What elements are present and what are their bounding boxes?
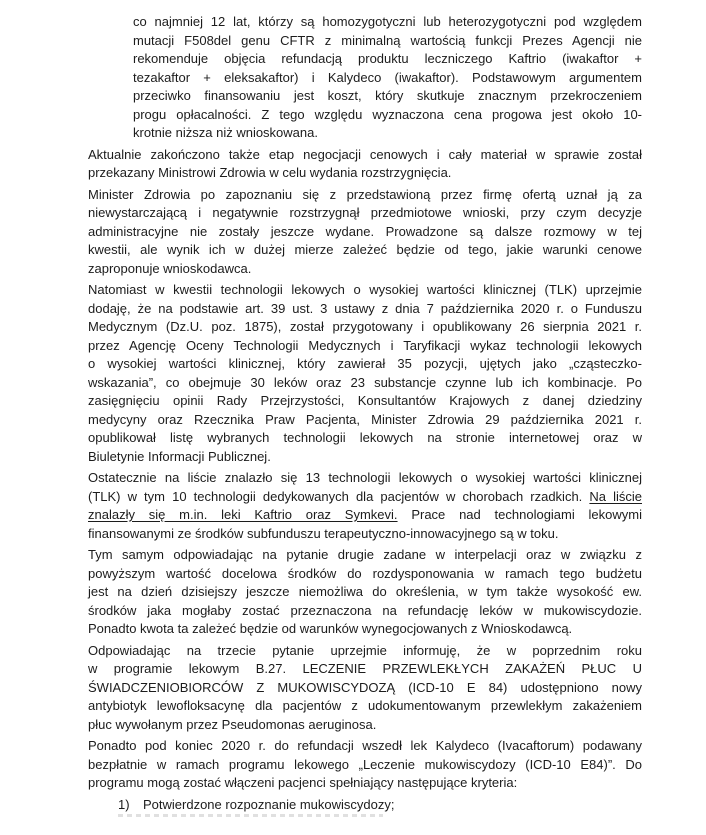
- text-line: antybiotyk lewofloksacynę dla pacjentów z udokumentowanym przewlekłym zakażeniem: [88, 698, 642, 713]
- text-line: środków jaka mogłaby zostać przeznaczona na refundację leków w mukowiscydozie.: [88, 602, 642, 618]
- paragraph: [88, 737, 642, 793]
- text-line: Odpowiadając na trzecie pytanie uprzejmie informuję, że w poprzednim roku: [88, 642, 642, 658]
- text-line: bezpłatnie w ramach programu lekowego „Leczenie mukowiscydozy (ICD-10 E84)”. Do: [88, 756, 642, 772]
- text-line: medycyny oraz Rzecznika Praw Pacjenta, Minister Zdrowia 29 października 2021 r.: [88, 411, 642, 427]
- text-line: płuc wywołanym przez Pseudomonas aeruginosa.: [88, 716, 377, 732]
- text-line: ŚWIADCZENIOBIORCÓW Z MUKOWISCYDOZĄ (ICD-10 E 84) udostępniono nowy: [88, 679, 642, 695]
- paragraph: [88, 146, 642, 183]
- paragraph: [88, 186, 642, 279]
- list-item-text: Potwierdzone rozpoznanie mukowiscydozy;: [143, 796, 395, 812]
- text-line: jest na dzień dzisiejszy jeszcze niemożliwa do określenia, w tym także wysokość ew.: [88, 584, 642, 599]
- text-line: progu opłacalności. Z tego względu wyznaczona cena progowa jest około 10-: [133, 106, 642, 122]
- underlined-text: znalazły się m.in. leki Kaftrio oraz Symkevi.: [88, 507, 398, 522]
- paragraph: [88, 13, 642, 143]
- text-line: Natomiast w kwestii technologii lekowych o wysokiej wartości klinicznej (TLK) uprzejmie: [88, 282, 642, 297]
- text-line: krotnie niższa niż wnioskowana.: [133, 125, 318, 140]
- text-line: kwestii, ale wynik ich w dużej mierze zależeć będzie od tego, jakie warunki cenowe: [88, 242, 642, 257]
- text-line: przekazany Ministrowi Zdrowia w celu wydania rozstrzygnięcia.: [88, 165, 452, 180]
- text-line: [88, 506, 642, 525]
- text-line: Medycznym (Dz.U. poz. 1875), został przygotowany i opublikowany 26 sierpnia 2021 r.: [88, 319, 642, 334]
- text-line: programu mogą zostać włączeni pacjenci spełniający następujące kryteria:: [88, 775, 518, 790]
- text-line: dodaję, że na podstawie art. 39 ust. 3 ustawy z dnia 7 października 2020 r. o Funduszu: [88, 300, 642, 316]
- text-line: tezakaftor + eleksakaftor) i Kalydeco (iwakaftor). Podstawowym argumentem: [133, 69, 642, 85]
- document-body: [88, 13, 642, 814]
- text-line: Aktualnie zakończono także etap negocjacji cenowych i cały materiał w sprawie został: [88, 146, 642, 162]
- text-line: Ponadto kwota ta zależeć będzie od warunków wynegocjowanych z Wnioskodawcą.: [88, 621, 573, 636]
- text-line: [88, 488, 642, 507]
- text-line: rekomenduje objęcia refundacją produktu leczniczego Kaftrio (iwakaftor +: [133, 51, 642, 66]
- plain-text: Prace nad technologiami lekowymi: [411, 507, 642, 522]
- paragraph: [88, 469, 642, 543]
- text-line: wskazania”, co obejmuje 30 leków oraz 23 substancje czynne lub ich kombinacje. Po: [88, 374, 642, 390]
- text-line: administracyjne nie zostały jeszcze wydane. Prowadzone są dalsze rozmowy w tej: [88, 223, 642, 239]
- text-line: przeciwko finansowaniu jest koszt, który skutkuje znacznym przekroczeniem: [133, 88, 642, 103]
- text-line: Ostatecznie na liście znalazło się 13 technologii lekowych o wysokiej wartości klinicznej: [88, 470, 642, 485]
- plain-text: (TLK) w tym 10 technologii dedykowanych dla pacjentów w chorobach rzadkich.: [88, 488, 583, 504]
- text-line: powyższym wartość docelowa środków do rozdysponowania w ramach tego budżetu: [88, 565, 642, 581]
- underlined-text: Na liście: [589, 488, 642, 504]
- list-item: [88, 796, 642, 815]
- text-line: mutacji F508del genu CFTR z minimalną wartością funkcji Prezes Agencji nie: [133, 32, 642, 48]
- text-line: Tym samym odpowiadając na pytanie drugie zadane w interpelacji oraz w związku z: [88, 547, 642, 562]
- text-line: finansowanymi ze środków subfunduszu terapeutyczno-innowacyjnego są w toku.: [88, 525, 559, 541]
- text-line: w programie lekowym B.27. LECZENIE PRZEWLEKŁYCH ZAKAŻEŃ PŁUC U: [88, 661, 642, 676]
- list-item-number: 1): [118, 796, 130, 812]
- text-line: Ponadto pod koniec 2020 r. do refundacji wszedł lek Kalydeco (Ivacaftorum) podawany: [88, 738, 642, 753]
- paragraph: [88, 642, 642, 735]
- paragraph: [88, 546, 642, 639]
- text-line: zasięgnięciu opinii Rady Przejrzystości, Konsultantów Krajowych z danej dziedziny: [88, 393, 642, 408]
- text-line: Biuletynie Informacji Publicznej.: [88, 448, 271, 464]
- text-line: przez Agencję Oceny Technologii Medycznych i Taryfikacji wykaz technologii lekowych: [88, 337, 642, 353]
- clipped-next-line-remnant: [118, 814, 383, 817]
- text-line: co najmniej 12 lat, którzy są homozygotyczni lub heterozygotyczni pod względem: [133, 14, 642, 29]
- text-line: opublikował listę wybranych technologii lekowych na stronie internetowej oraz w: [88, 430, 642, 445]
- text-line: niewystarczającą i negatywnie rozstrzygnął przedmiotowe wnioski, przy czym decyzje: [88, 205, 642, 220]
- text-line: zaproponuje wnioskodawca.: [88, 260, 252, 276]
- text-line: Minister Zdrowia po zapoznaniu się z przedstawioną przez firmę ofertą uznał ją za: [88, 186, 642, 202]
- paragraph: [88, 281, 642, 466]
- text-line: o wysokiej wartości klinicznej, który zawierał 35 pozycji, ujętych jako „cząsteczko-: [88, 356, 642, 371]
